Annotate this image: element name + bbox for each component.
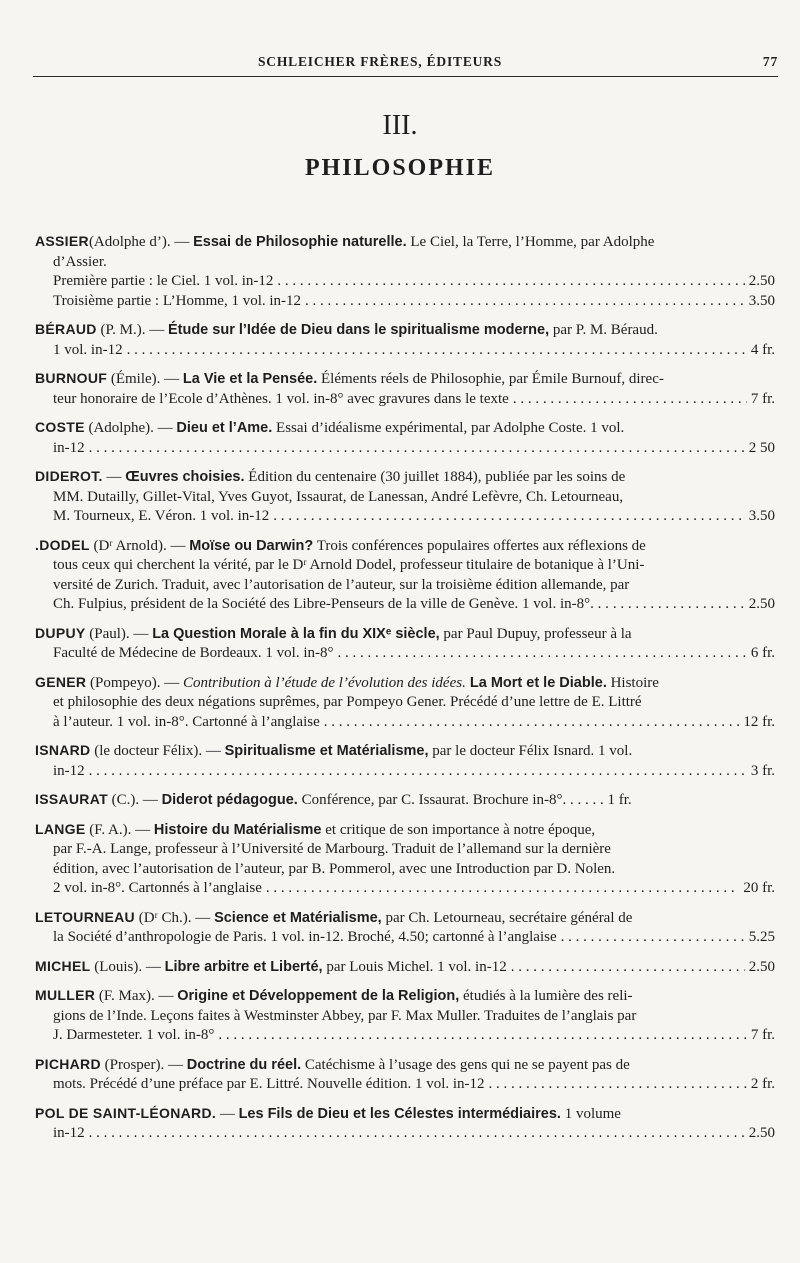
work-description: par Louis Michel. 1 vol. in-12 [322,958,507,975]
price: 7 fr. [750,390,775,407]
price-line [35,272,775,292]
author-name: PICHARD [35,1055,101,1072]
catalogue-entry [35,790,775,811]
price: 4 fr. [750,341,775,358]
price: 2 fr. [750,1076,775,1092]
entry-first-line [35,624,775,645]
price-line [35,957,775,978]
price-line-text: à l’auteur. 1 vol. in-8°. Cartonné à l’anglaise [53,713,320,730]
price: 5.25 [748,929,775,945]
entry-first-line [35,957,507,978]
price-line-text: 1 vol. in-12 [53,341,123,358]
author-name: GENER [35,673,87,690]
work-description: Conférence, par C. Issaurat. Brochure in-8°. . . . . . 1 fr. [297,792,632,808]
price-line-text: teur honoraire de l’Ecole d’Athènes. 1 vol. in-8° avec gravures dans le texte [53,390,509,407]
entry-list [35,232,775,1153]
work-description: 1 volume [560,1105,621,1122]
author-details: (Adolphe d’). — [88,234,194,250]
author-name: LANGE [35,820,86,837]
price-line-text: Ch. Fulpius, président de la Société des Libre-Penseurs de la ville de Genève. 1 vol. in-8°. . . [53,596,609,612]
description-line: et philosophie des deux négations suprêmes, par Pompeyo Gener. Précédé d’une lettre de E. Littré [53,694,642,710]
author-name: ISNARD [35,742,91,758]
catalogue-entry [35,673,775,733]
price: 7 fr. [750,1027,775,1043]
entry-first-line [35,908,775,929]
description-line: versité de Zurich. Traduit, avec l’autorisation de l’auteur, sur la troisième édition allemande, par [53,576,630,593]
work-title: Les Fils de Dieu et les Célestes intermédiaires. [238,1105,561,1122]
price: 6 fr. [750,645,775,661]
entry-first-line [35,820,775,841]
author-details: (Louis). — [90,958,165,975]
price-line-text: Faculté de Médecine de Bordeaux. 1 vol. in-8° [53,645,334,661]
work-description: Essai d’idéalisme expérimental, par Adolphe Coste. 1 vol. [272,420,625,436]
work-description: Édition du centenaire (30 juillet 1884), publiée par les soins de [244,469,626,485]
author-name: LETOURNEAU [35,908,135,925]
price-line [35,879,775,899]
price-line [35,439,775,459]
work-description: Histoire [606,674,659,691]
work-title: Doctrine du réel. [186,1056,302,1073]
description-line: gions de l’Inde. Leçons faites à Westminster Abbey, par F. Max Muller. Traduites de l’anglais par [53,1007,637,1024]
price-line [35,1026,775,1046]
work-description: par le docteur Félix Isnard. 1 vol. [428,743,633,759]
catalogue-entry [35,467,775,527]
work-description: et critique de son importance à notre époque, [321,821,596,838]
author-name: ISSAURAT [35,791,108,807]
author-name: ASSIER [35,233,89,249]
entry-first-line [35,467,775,488]
price: 2.50 [748,273,775,289]
price-line-text: in-12 [53,762,85,779]
author-details: (Dʳ Ch.). — [134,909,215,926]
work-title: La Vie et la Pensée. [182,371,318,387]
work-title: Œuvres choisies. [125,469,245,485]
dot-leader [218,1026,746,1046]
price-line-text: in-12 [53,1125,85,1141]
price-line [35,1124,775,1144]
author-details: (P. M.). — [96,322,168,338]
catalogue-entry [35,536,775,615]
description-line: par F.-A. Lange, professeur à l’Université de Marbourg. Traduit de l’allemand sur la dernière [53,841,611,857]
author-name: DIDEROT. [35,468,103,484]
author-name: POL DE SAINT-LÉONARD. [35,1104,217,1121]
price: 3 fr. [750,762,775,779]
author-name: BURNOUF [35,370,108,386]
author-name: DUPUY [35,624,86,641]
entry-first-line [35,790,775,811]
dot-leader [89,762,747,782]
catalogue-entry [35,1104,775,1144]
author-details: (le docteur Félix). — [90,743,225,759]
series-title: Contribution à l’étude de l’évolution des idées. [182,674,466,691]
price-line-text: M. Tourneux, E. Véron. 1 vol. in-12 [53,508,270,524]
dot-leader [561,928,745,948]
dot-leader [613,595,745,615]
price-line [35,713,775,733]
entry-first-line [35,741,775,762]
author-details: — [102,469,126,485]
author-details: (Pompeyo). — [86,674,183,691]
price: 2 50 [748,439,775,456]
work-title: Histoire du Matérialisme [153,821,322,838]
dot-leader [266,879,739,899]
section-number: III. [382,110,418,141]
entry-first-line [35,320,775,341]
author-details: (Adolphe). — [84,420,177,436]
price: 2.50 [748,596,775,612]
price-line [35,390,775,410]
entry-first-line [35,673,775,694]
catalogue-entry [35,418,775,458]
price-line [35,928,775,948]
dot-leader [513,390,747,410]
author-details: — [216,1105,239,1122]
author-name: MULLER [35,987,96,1003]
work-title: La Question Morale à la fin du XIXᵉ siècle, [152,625,440,642]
price-line [35,507,775,527]
entry-first-line [35,1104,775,1125]
price: 12 fr. [743,713,775,730]
entry-first-line [35,986,775,1007]
price: 3.50 [748,508,775,524]
dot-leader [511,958,745,978]
dot-leader [273,507,744,527]
dot-leader [338,644,747,664]
author-name: .DODEL [35,536,90,553]
catalogue-entry [35,908,775,948]
work-description: étudiés à la lumière des reli- [459,988,633,1004]
work-description: par Ch. Letourneau, secrétaire général de [381,909,633,926]
page-number: 77 [762,54,778,69]
author-details: (Paul). — [85,625,153,642]
work-title: Science et Matérialisme, [214,909,382,926]
work-description: par Paul Dupuy, professeur à la [439,625,632,642]
description-line: tous ceux qui cherchent la vérité, par le Dʳ Arnold Dodel, professeur titulaire de botanique à l’Uni- [53,557,645,573]
dot-leader [277,272,744,292]
entry-first-line [35,536,775,557]
header-rule [33,76,778,77]
price-line-text: in-12 [53,439,85,456]
section-title: PHILOSOPHIE [304,155,496,181]
dot-leader [305,292,745,312]
price-line-text: mots. Précédé d’une préface par E. Littré. Nouvelle édition. 1 vol. in-12 [53,1076,485,1092]
price-line [35,595,775,615]
price-line [35,1075,775,1095]
work-title: Moïse ou Darwin? [189,537,314,554]
price: 3.50 [748,292,775,309]
work-title: Étude sur l’Idée de Dieu dans le spiritualisme moderne, [167,322,550,338]
catalogue-entry [35,1055,775,1095]
catalogue-entry [35,624,775,664]
dot-leader [324,713,740,733]
price: 20 fr. [743,880,775,896]
publisher-title: SCHLEICHER FRÈRES, ÉDITEURS [258,54,503,69]
catalogue-entry [35,320,775,360]
work-description: Catéchisme à l’usage des gens qui ne se payent pas de [301,1056,630,1073]
author-details: (C.). — [107,792,162,808]
author-name: COSTE [35,419,85,435]
author-name: BÉRAUD [35,321,97,337]
description-line: édition, avec l’autorisation de l’auteur, par B. Pommerol, avec une Introduction par D. Nolen. [53,860,616,877]
price-line-text: 2 vol. in-8°. Cartonnés à l’anglaise [53,880,262,896]
dot-leader [489,1075,747,1095]
price-line-text: Première partie : le Ciel. 1 vol. in-12 [53,273,274,289]
description-line: d’Assier. [53,253,107,270]
entry-first-line [35,369,775,390]
work-title: Essai de Philosophie naturelle. [193,234,407,250]
work-title: La Mort et le Diable. [465,674,607,691]
work-title: Dieu et l’Ame. [176,420,273,436]
catalogue-entry [35,957,775,978]
price-line [35,762,775,782]
catalogue-entry [35,741,775,781]
price-line-text: J. Darmesteter. 1 vol. in-8° [53,1027,215,1043]
work-title: Spiritualisme et Matérialisme, [224,743,429,759]
author-details: (Dʳ Arnold). — [89,537,190,554]
description-line: MM. Dutailly, Gillet-Vital, Yves Guyot, Issaurat, de Lanessan, André Lefèvre, Ch. Letourneau, [53,488,624,505]
entry-first-line [35,232,775,253]
price-line [35,341,775,361]
price-line-text: la Société d’anthropologie de Paris. 1 vol. in-12. Broché, 4.50; cartonné à l’anglaise [53,929,557,945]
price-line [35,644,775,664]
catalogue-entry [35,820,775,899]
work-title: Libre arbitre et Liberté, [164,958,323,975]
running-header [33,54,778,70]
price-line-text: Troisième partie : L’Homme, 1 vol. in-12 [53,292,302,309]
entry-first-line [35,1055,775,1076]
author-name: MICHEL [35,957,91,974]
author-details: (Prosper). — [100,1056,187,1073]
work-description: Le Ciel, la Terre, l’Homme, par Adolphe [406,234,655,250]
author-details: (F. Max). — [95,988,178,1004]
price: 2.50 [748,958,775,975]
author-details: (Émile). — [107,371,183,387]
dot-leader [127,341,747,361]
price-line [35,292,775,312]
price: 2.50 [748,1125,775,1141]
entry-first-line [35,418,775,439]
dot-leader [89,439,745,459]
catalogue-entry [35,986,775,1046]
catalogue-entry [35,232,775,311]
work-description: par P. M. Béraud. [549,322,658,338]
work-title: Diderot pédagogue. [161,792,298,808]
work-title: Origine et Développement de la Religion, [177,988,460,1004]
author-details: (F. A.). — [85,821,154,838]
work-description: Trois conférences populaires offertes aux réflexions de [313,537,646,554]
catalogue-entry [35,369,775,409]
dot-leader [89,1124,745,1144]
work-description: Éléments réels de Philosophie, par Émile Burnouf, direc- [317,371,664,387]
